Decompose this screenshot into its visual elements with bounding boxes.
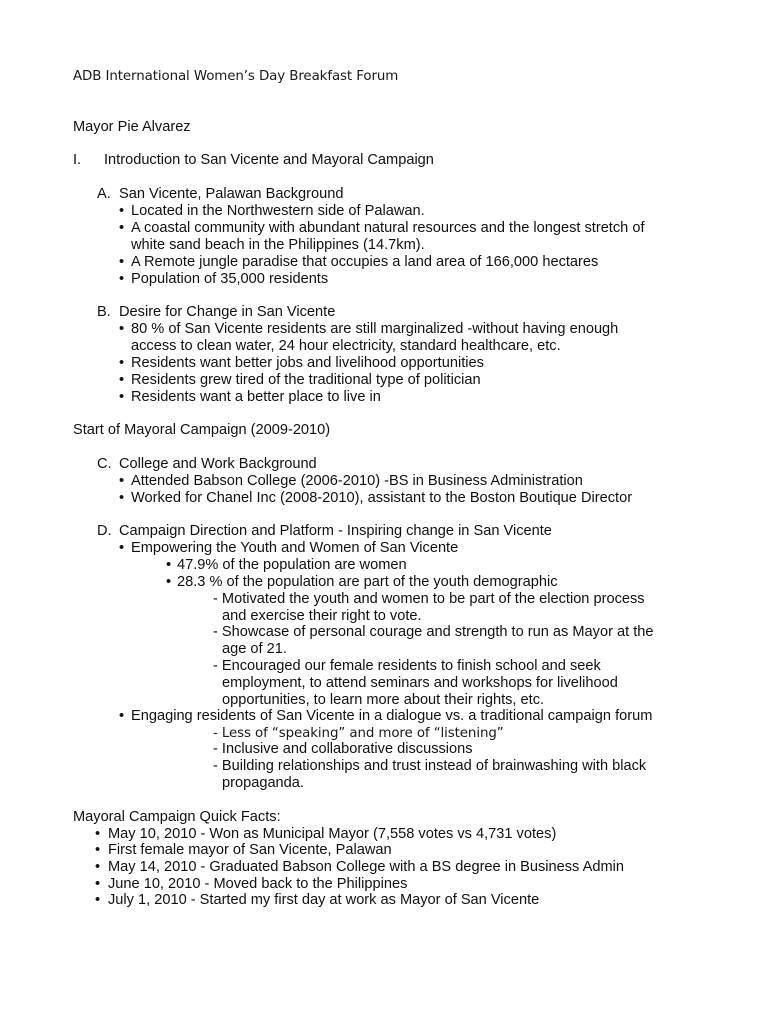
list-item: July 1, 2010 - Started my first day at work as Mayor of San Vicente	[108, 892, 540, 908]
bullet-icon: •	[119, 473, 125, 489]
bullet-icon: •	[119, 389, 125, 405]
subsection-heading: Desire for Change in San Vicente	[119, 304, 336, 320]
speaker-name: Mayor Pie Alvarez	[73, 119, 191, 135]
list-item: May 14, 2010 - Graduated Babson College with a BS degree in Business Admin	[108, 859, 624, 875]
section-numeral: I.	[73, 152, 82, 168]
dash-item-continuation: opportunities, to learn more about their rights, etc.	[222, 692, 545, 708]
list-item: Residents want better jobs and livelihood opportunities	[131, 355, 484, 371]
dash-item-continuation: employment, to attend seminars and workshops for livelihood	[222, 675, 618, 691]
sub-list-item: 28.3 % of the population are part of the youth demographic	[177, 574, 558, 590]
list-item-continuation: access to clean water, 24 hour electricity, standard healthcare, etc.	[131, 338, 561, 354]
bullet-icon: •	[119, 203, 125, 219]
bullet-icon: •	[95, 826, 101, 842]
subsection-heading: Campaign Direction and Platform - Inspiring change in San Vicente	[119, 523, 552, 539]
list-item: June 10, 2010 - Moved back to the Philippines	[108, 876, 408, 892]
subsection-heading: San Vicente, Palawan Background	[119, 186, 344, 202]
dash-item-continuation: age of 21.	[222, 641, 287, 657]
bullet-icon: •	[166, 557, 172, 573]
dash-item: - Motivated the youth and women to be part of the election process	[213, 591, 645, 607]
subsection-letter: D.	[97, 523, 112, 539]
list-item: Worked for Chanel Inc (2008-2010), assistant to the Boston Boutique Director	[131, 490, 633, 506]
list-item: Population of 35,000 residents	[131, 271, 329, 287]
section-heading: Mayoral Campaign Quick Facts:	[73, 809, 281, 825]
bullet-icon: •	[119, 355, 125, 371]
dash-item: - Less of “speaking” and more of “listening”	[213, 726, 504, 741]
list-item: Located in the Northwestern side of Palawan.	[131, 203, 425, 219]
bullet-icon: •	[119, 321, 125, 337]
subsection-letter: A.	[97, 186, 111, 202]
bullet-icon: •	[95, 876, 101, 892]
bullet-icon: •	[166, 574, 172, 590]
list-item: Empowering the Youth and Women of San Vicente	[131, 540, 459, 556]
bullet-icon: •	[119, 254, 125, 270]
list-item: Attended Babson College (2006-2010) -BS in Business Administration	[131, 473, 583, 489]
dash-item: - Inclusive and collaborative discussions	[213, 741, 473, 757]
bullet-icon: •	[119, 490, 125, 506]
subsection-letter: B.	[97, 304, 111, 320]
bullet-icon: •	[95, 859, 101, 875]
bullet-icon: •	[119, 372, 125, 388]
subsection-letter: C.	[97, 456, 112, 472]
list-item: Residents grew tired of the traditional type of politician	[131, 372, 481, 388]
list-item: Engaging residents of San Vicente in a dialogue vs. a traditional campaign forum	[131, 708, 653, 724]
list-item: A Remote jungle paradise that occupies a land area of 166,000 hectares	[131, 254, 599, 270]
bullet-icon: •	[119, 271, 125, 287]
bullet-icon: •	[119, 220, 125, 236]
list-item-continuation: white sand beach in the Philippines (14.7km).	[131, 237, 425, 253]
dash-item: - Building relationships and trust instead of brainwashing with black	[213, 758, 647, 774]
subsection-heading: College and Work Background	[119, 456, 317, 472]
section-heading: Start of Mayoral Campaign (2009-2010)	[73, 422, 331, 438]
list-item: Residents want a better place to live in	[131, 389, 381, 405]
dash-item: - Showcase of personal courage and strength to run as Mayor at the	[213, 624, 654, 640]
section-heading: Introduction to San Vicente and Mayoral Campaign	[104, 152, 434, 168]
dash-item-continuation: and exercise their right to vote.	[222, 608, 422, 624]
bullet-icon: •	[95, 892, 101, 908]
list-item: May 10, 2010 - Won as Municipal Mayor (7,558 votes vs 4,731 votes)	[108, 826, 557, 842]
dash-item-continuation: propaganda.	[222, 775, 304, 791]
document-title: ADB International Women’s Day Breakfast Forum	[73, 69, 399, 84]
list-item: First female mayor of San Vicente, Palawan	[108, 842, 392, 858]
sub-list-item: 47.9% of the population are women	[177, 557, 407, 573]
dash-item: - Encouraged our female residents to finish school and seek	[213, 658, 601, 674]
bullet-icon: •	[95, 842, 101, 858]
bullet-icon: •	[119, 708, 125, 724]
list-item: 80 % of San Vicente residents are still marginalized -without having enough	[131, 321, 619, 337]
bullet-icon: •	[119, 540, 125, 556]
list-item: A coastal community with abundant natural resources and the longest stretch of	[131, 220, 645, 236]
